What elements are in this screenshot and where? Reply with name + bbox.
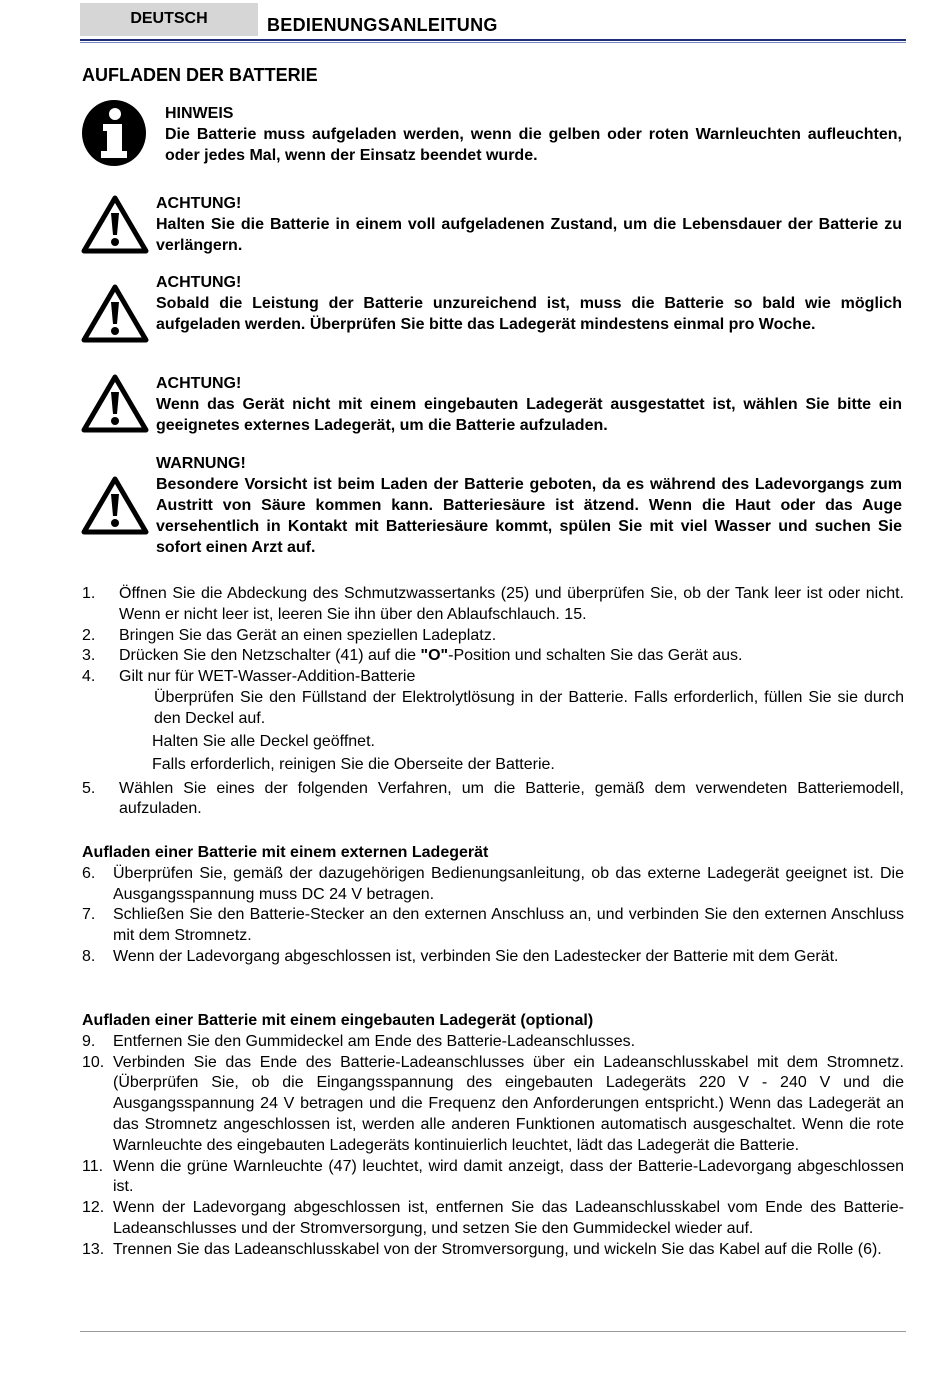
step-text: Wenn die grüne Warnleuchte (47) leuchtet, wird damit anzeigt, dass der Batterie-Ladevorgang abgeschlossen ist. [113,1157,904,1196]
sub-item [82,688,904,730]
list-item [82,905,904,947]
external-charger-section [82,843,904,968]
step-text: Wählen Sie eines der folgenden Verfahren, um die Batterie, gemäß dem verwendeten Batteriemodell, aufzuladen. [119,779,904,818]
step-number: 11. [82,1157,104,1175]
list-item [82,947,904,968]
note-text: Die Batterie muss aufgeladen werden, wenn die gelben oder roten Warnleuchten aufleuchten, oder jedes Mal, wenn der Einsatz beendet wurde. [165,126,902,164]
step-number: 7. [82,906,96,924]
note-heading: HINWEIS [165,105,234,122]
subsection-heading: Aufladen einer Batterie mit einem externen Ladegerät [82,844,489,861]
step-text: Bringen Sie das Gerät an einen speziellen Ladeplatz. [119,626,497,644]
sub-item-text: Falls erforderlich, reinigen Sie die Oberseite der Batterie. [152,756,555,774]
list-item [82,626,904,647]
section-title: AUFLADEN DER BATTERIE [82,65,318,85]
list-item [82,667,904,688]
step-number: 6. [82,864,96,882]
list-item [82,646,904,667]
step-text: Drücken Sie den Netzschalter (41) auf die [119,647,421,665]
warning-icon [81,475,149,535]
list-item [82,584,904,626]
steps-main [82,584,904,820]
step-text: Überprüfen Sie, gemäß der dazugehörigen Bedienungsanleitung, ob das externe Ladegerät geeignet ist. Die Ausgangsspannung muss DC 24 V betragen. [113,864,904,903]
info-icon [81,99,147,167]
step-text: Öffnen Sie die Abdeckung des Schmutzwassertanks (25) und überprüfen Sie, ob der Tank leer ist oder nicht. Wenn er nicht leer ist, leeren Sie ihn über den Ablaufschlauch. 15. [119,585,904,623]
sub-item-text: Überprüfen Sie den Füllstand der Elektrolytlösung in der Batterie. Falls erforderlich, füllen Sie sie durch den Deckel auf. [154,688,904,727]
header-divider [80,39,906,41]
note-achtung-2 [156,272,902,335]
note-heading: ACHTUNG! [156,195,242,212]
sub-item [82,755,904,776]
note-text: Halten Sie die Batterie in einem voll aufgeladenen Zustand, um die Lebensdauer der Batterie zu verlängern. [156,216,902,254]
footer-divider [80,1331,906,1332]
note-heading: ACHTUNG! [156,375,242,392]
step-number: 2. [82,626,96,644]
header-divider-thin [80,42,906,43]
step-number: 8. [82,947,96,965]
step-text: -Position und schalten Sie das Gerät aus. [448,647,743,665]
sub-item [82,732,904,753]
note-text: Besondere Vorsicht ist beim Laden der Batterie geboten, da es während des Ladevorgangs zum Austritt von Säure kommen kann. Batteriesäure ist ätzend. Wenn die Haut oder das Auge versehentlich in Kontakt mit Batteriesäure kommt, spülen Sie mit viel Wasser und suchen Sie sofort einen Arzt auf. [156,476,902,556]
note-achtung-3 [156,373,902,436]
warning-icon [81,283,149,343]
sub-item-text: Halten Sie alle Deckel geöffnet. [152,733,375,751]
step-number: 4. [82,668,96,686]
step-text: Schließen Sie den Batterie-Stecker an den externen Anschluss an, und verbinden Sie den externen Anschluss mit dem Stromnetz. [113,906,904,945]
list-item [82,1157,904,1199]
note-achtung-1 [156,193,902,256]
step-text-bold: "O" [420,647,449,665]
list-item [82,779,904,821]
note-hinweis [165,103,902,166]
warning-icon [81,194,149,254]
step-number: 3. [82,647,96,665]
step-text: Trennen Sie das Ladeanschlusskabel von der Stromversorgung, und wickeln Sie das Kabel auf die Rolle (6). [113,1240,882,1258]
step-number: 12. [82,1199,105,1217]
note-text: Sobald die Leistung der Batterie unzureichend ist, muss die Batterie so bald wie möglich aufgeladen werden. Überprüfen Sie bitte das Ladegerät mindestens einmal pro Woche. [156,295,902,333]
note-heading: ACHTUNG! [156,274,242,291]
document-title: BEDIENUNGSANLEITUNG [267,15,498,35]
warning-icon [81,373,149,433]
step-text: Entfernen Sie den Gummideckel am Ende des Batterie-Ladeanschlusses. [113,1032,636,1050]
note-warnung [156,453,902,558]
step-number: 10. [82,1053,105,1071]
step-text: Gilt nur für WET-Wasser-Addition-Batterie [119,668,416,686]
note-text: Wenn das Gerät nicht mit einem eingebauten Ladegerät ausgestattet ist, wählen Sie bitte ein geeignetes externes Ladegerät, um die Batterie aufzuladen. [156,396,902,434]
step-text: Verbinden Sie das Ende des Batterie-Ladeanschlusses über ein Ladeanschlusskabel mit dem Stromnetz. (Überprüfen Sie, ob die Eingangsspannung des eingebauten Ladegeräts 220 V - 240 V und die Ausgangsspannung 24 V betragen und die Frequenz den Anforderungen entspricht.) Wenn das Ladegerät an das Stromnetz angeschlossen ist, werden alle anderen Funktionen automatisch ausgeschaltet. Wenn die rote Warnleuchte des eingebauten Ladegeräts kontinuierlich leuchtet, lädt das Ladegerät die Batterie. [113,1053,904,1154]
step-number: 5. [82,779,96,797]
note-heading: WARNUNG! [156,455,246,472]
step-number: 9. [82,1032,96,1050]
step-text: Wenn der Ladevorgang abgeschlossen ist, entfernen Sie das Ladeanschlusskabel vom Ende des Batterie-Ladeanschlusses und der Stromversorgung, und setzen Sie den Gummideckel wieder auf. [113,1199,904,1237]
builtin-charger-section [82,1011,904,1261]
step-number: 13. [82,1240,105,1258]
step-number: 1. [82,585,96,602]
list-item [82,1198,904,1240]
subsection-heading: Aufladen einer Batterie mit einem eingebauten Ladegerät (optional) [82,1012,594,1029]
list-item [82,1032,904,1053]
list-item [82,1240,904,1261]
language-tab: DEUTSCH [80,3,258,36]
list-item [82,864,904,906]
step-text: Wenn der Ladevorgang abgeschlossen ist, verbinden Sie den Ladestecker der Batterie mit dem Gerät. [113,947,839,965]
list-item [82,1053,904,1157]
